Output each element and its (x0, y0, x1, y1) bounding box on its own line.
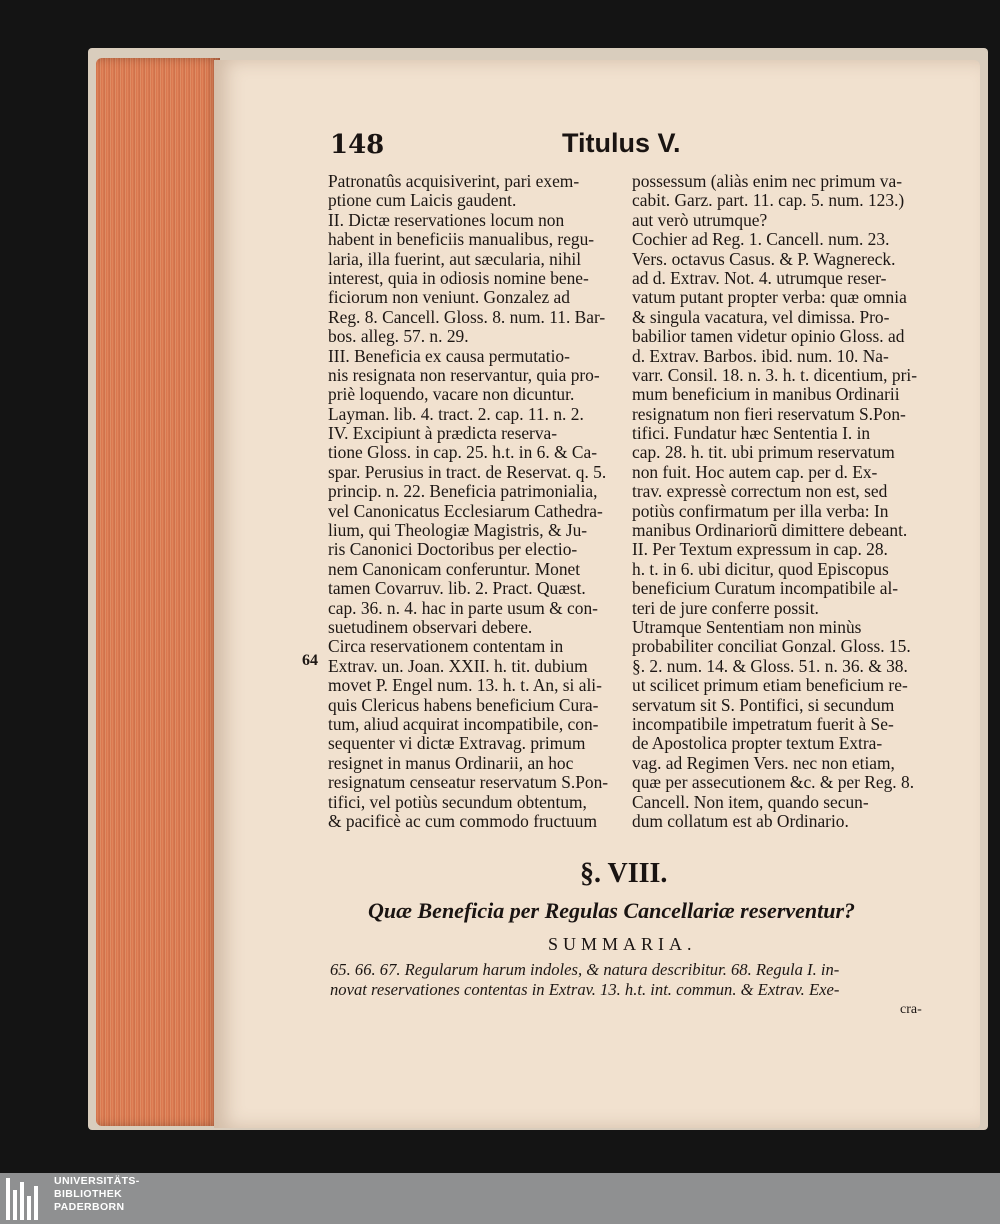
library-line: BIBLIOTHEK (54, 1188, 123, 1200)
text-line: Layman. lib. 4. tract. 2. cap. 11. n. 2. (328, 403, 584, 424)
text-line: manibus Ordinariorũ dimittere debeant. (632, 520, 908, 541)
text-line: mum beneficium in manibus Ordinarii (632, 384, 900, 405)
margin-number: 64 (302, 652, 318, 669)
text-line: resignatum non fieri reservatum S.Pon- (632, 403, 906, 424)
text-line: cap. 36. n. 4. hac in parte usum & con- (328, 597, 598, 618)
text-line: suetudinem observari debere. (328, 616, 533, 637)
text-line: II. Dictæ reservationes locum non (328, 209, 565, 230)
text-line: non fuit. Hoc autem cap. per d. Ex- (632, 461, 878, 482)
text-line: interest, quia in odiosis nomine bene- (328, 267, 589, 288)
text-line: Utramque Sententiam non minùs (632, 616, 862, 637)
text-line: Cancell. Non item, quando secun- (632, 791, 869, 812)
text-line: II. Per Textum expressum in cap. 28. (632, 539, 888, 560)
text-line: priè loquendo, vacare non dicuntur. (328, 384, 575, 405)
text-line: quæ per assecutionem &c. & per Reg. 8. (632, 772, 915, 793)
text-line: cap. 28. h. tit. ubi primum reservatum (632, 442, 895, 463)
text-line: resignatum censeatur reservatum S.Pon- (328, 772, 609, 793)
text-line: Reg. 8. Cancell. Gloss. 8. num. 11. Bar- (328, 306, 606, 327)
section-question: Quæ Beneficia per Regulas Cancellariæ reserventur? (368, 898, 856, 923)
text-line: babilior tamen videtur opinio Gloss. ad (632, 326, 905, 347)
text-line: Circa reservationem contentam in (328, 636, 564, 657)
text-line: ris Canonici Doctoribus per electio- (328, 539, 578, 560)
text-line: cabit. Garz. part. 11. cap. 5. num. 123.) (632, 190, 905, 211)
summary-line: 65. 66. 67. Regularum harum indoles, & natura describitur. 68. Regula I. in- (330, 960, 840, 979)
text-line: vag. ad Regimen Vers. nec non etiam, (632, 752, 895, 773)
section-heading: §. VIII. (580, 858, 668, 889)
right-column (632, 172, 924, 831)
text-line: dum collatum est ab Ordinario. (632, 810, 849, 831)
text-line: laria, illa fuerint, aut sæcularia, nihil (328, 248, 582, 269)
text-line: servatum sit S. Pontifici, si secundum (632, 694, 895, 715)
text-line: §. 2. num. 14. & Gloss. 51. n. 36. & 38. (632, 655, 908, 676)
text-line: tione Gloss. in cap. 25. h.t. in 6. & Ca- (328, 442, 598, 463)
text-line: incompatibile impetratum fuerit à Se- (632, 713, 894, 734)
text-line: princip. n. 22. Beneficia patrimonialia, (328, 481, 598, 502)
summary-text (330, 960, 940, 1000)
text-line: vel Canonicatus Ecclesiarum Cathedra- (328, 500, 603, 521)
text-line: teri de jure conferre possit. (632, 597, 819, 618)
page-number: 148 (330, 130, 385, 160)
text-line: tum, aliud acquirat incompatibile, con- (328, 713, 599, 734)
text-line: aut verò utrumque? (632, 209, 768, 230)
text-line: h. t. in 6. ubi dicitur, quod Episcopus (632, 558, 889, 579)
text-line: III. Beneficia ex causa permutatio- (328, 345, 570, 366)
text-line: probabiliter conciliat Gonzal. Gloss. 15. (632, 636, 911, 657)
library-logo-icon (6, 1178, 46, 1220)
text-line: Extrav. un. Joan. XXII. h. tit. dubium (328, 655, 588, 676)
text-line: tamen Covarruv. lib. 2. Pract. Quæst. (328, 578, 586, 599)
library-line: UNIVERSITÄTS- (54, 1175, 140, 1187)
text-line: tifici, vel potiùs secundum obtentum, (328, 791, 587, 812)
text-line: quis Clericus habens beneficium Cura- (328, 694, 599, 715)
text-line: & singula vacatura, vel dimissa. Pro- (632, 306, 890, 327)
text-line: tifici. Fundatur hæc Sententia I. in (632, 423, 871, 444)
text-line: nis resignata non reservantur, quia pro- (328, 364, 600, 385)
summaria-label: SUMMARIA. (548, 934, 697, 954)
text-line: possessum (aliàs enim nec primum va- (632, 171, 902, 191)
library-name (54, 1175, 140, 1214)
text-line: beneficium Curatum incompatibile al- (632, 578, 899, 599)
catchword: cra- (900, 1002, 922, 1017)
text-line: d. Extrav. Barbos. ibid. num. 10. Na- (632, 345, 889, 366)
text-line: nem Canonicam conferuntur. Monet (328, 558, 581, 579)
text-line: varr. Consil. 18. n. 3. h. t. dicentium, pri- (632, 364, 917, 385)
text-line: movet P. Engel num. 13. h. t. An, si ali- (328, 675, 602, 696)
text-line: ficiorum non veniunt. Gonzalez ad (328, 287, 570, 308)
running-title: Titulus V. (562, 128, 681, 158)
text-line: resignet in manus Ordinarii, an hoc (328, 752, 574, 773)
text-line: Patronatûs acquisiverint, pari exem- (328, 171, 580, 191)
text-line: Vers. octavus Casus. & P. Wagnereck. (632, 248, 896, 269)
text-line: de Apostolica propter textum Extra- (632, 733, 883, 754)
library-line: PADERBORN (54, 1201, 125, 1213)
text-line: bos. alleg. 57. n. 29. (328, 326, 469, 347)
text-line: habent in beneficiis manualibus, regu- (328, 229, 595, 250)
text-line: sequenter vi dictæ Extravag. primum (328, 733, 586, 754)
text-line: Cochier ad Reg. 1. Cancell. num. 23. (632, 229, 890, 250)
text-line: spar. Perusius in tract. de Reservat. q. 5. (328, 461, 607, 482)
text-line: vatum putant propter verba: quæ omnia (632, 287, 907, 308)
text-line: ut scilicet primum etiam beneficium re- (632, 675, 908, 696)
text-line: ptione cum Laicis gaudent. (328, 190, 517, 211)
text-line: & pacificè ac cum commodo fructuum (328, 810, 597, 831)
page-edges (96, 58, 220, 1126)
text-line: ad d. Extrav. Not. 4. utrumque reser- (632, 267, 887, 288)
text-line: trav. expressè correctum non est, sed (632, 481, 888, 502)
summary-line: novat reservationes contentas in Extrav. 13. h.t. int. commun. & Extrav. Exe- (330, 980, 840, 999)
left-column (328, 172, 620, 831)
text-line: lium, qui Theologiæ Magistris, & Ju- (328, 520, 588, 541)
footer-bar (0, 1173, 1000, 1224)
text-line: IV. Excipiunt à prædicta reserva- (328, 423, 558, 444)
text-line: potiùs confirmatum per illa verba: In (632, 500, 889, 521)
